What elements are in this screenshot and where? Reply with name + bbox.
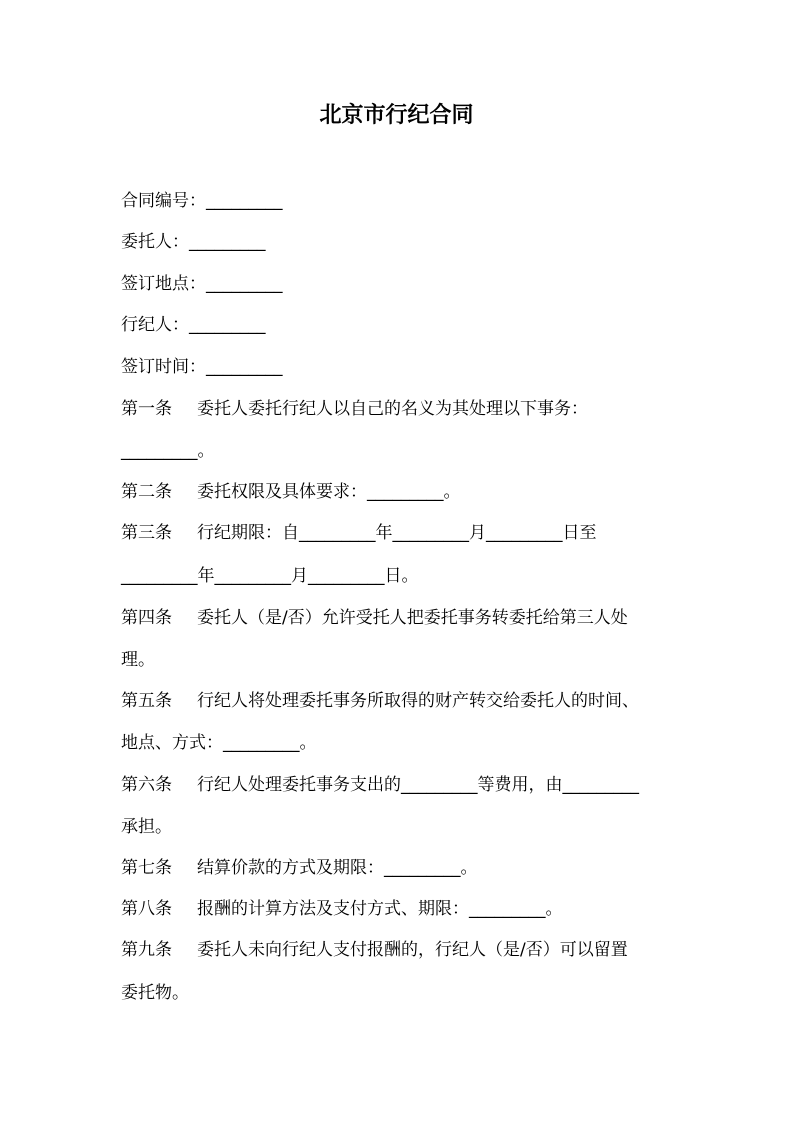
article-5-continuation: 地点、方式：_________。 [121, 733, 317, 753]
article-2 [121, 480, 461, 504]
field-blank: _________ [206, 357, 283, 377]
field-signing-place [121, 272, 283, 296]
article-3-continuation: _________年_________月_________日。 [121, 566, 419, 586]
article-text: 行纪期限：自_________年_________月_________日至 [197, 523, 597, 543]
article-4 [121, 606, 628, 630]
article-text: 委托人（是/否）允许受托人把委托事务转委托给第三人处 [197, 608, 628, 628]
field-blank: _________ [206, 191, 283, 211]
field-label: 合同编号： [121, 191, 206, 211]
field-label: 行纪人： [121, 315, 189, 335]
article-number: 第一条 [121, 399, 172, 419]
article-number: 第四条 [121, 608, 172, 628]
article-4-continuation: 理。 [121, 650, 155, 670]
field-blank: _________ [189, 315, 266, 335]
field-blank: _________ [189, 232, 266, 252]
article-text: 委托人未向行纪人支付报酬的，行纪人（是/否）可以留置 [197, 940, 628, 960]
article-9 [121, 938, 628, 962]
article-number: 第七条 [121, 858, 172, 878]
document-title: 北京市行纪合同 [319, 103, 474, 128]
article-1-continuation: _________。 [121, 441, 215, 461]
article-number: 第六条 [121, 775, 172, 795]
article-5 [121, 689, 639, 713]
article-number: 第二条 [121, 482, 172, 502]
field-label: 签订时间： [121, 357, 206, 377]
field-contract-number [121, 189, 283, 213]
field-blank: _________ [206, 274, 283, 294]
article-1 [121, 397, 588, 421]
article-number: 第九条 [121, 940, 172, 960]
article-8 [121, 897, 563, 921]
field-signing-time [121, 355, 283, 379]
field-label: 委托人： [121, 232, 189, 252]
article-7 [121, 856, 478, 880]
article-text: 委托人委托行纪人以自己的名义为其处理以下事务： [197, 399, 588, 419]
article-6-continuation: 承担。 [121, 817, 172, 837]
article-text: 行纪人处理委托事务支出的_________等费用，由_________ [197, 775, 639, 795]
article-text: 行纪人将处理委托事务所取得的财产转交给委托人的时间、 [197, 691, 639, 711]
article-text: 报酬的计算方法及支付方式、期限：_________。 [197, 899, 563, 919]
article-number: 第三条 [121, 523, 172, 543]
article-number: 第八条 [121, 899, 172, 919]
article-9-continuation: 委托物。 [121, 983, 189, 1003]
field-label: 签订地点： [121, 274, 206, 294]
article-number: 第五条 [121, 691, 172, 711]
article-text: 委托权限及具体要求：_________。 [197, 482, 461, 502]
field-broker [121, 313, 266, 337]
article-6 [121, 773, 639, 797]
article-3 [121, 521, 597, 545]
field-principal [121, 230, 266, 254]
article-text: 结算价款的方式及期限：_________。 [197, 858, 478, 878]
